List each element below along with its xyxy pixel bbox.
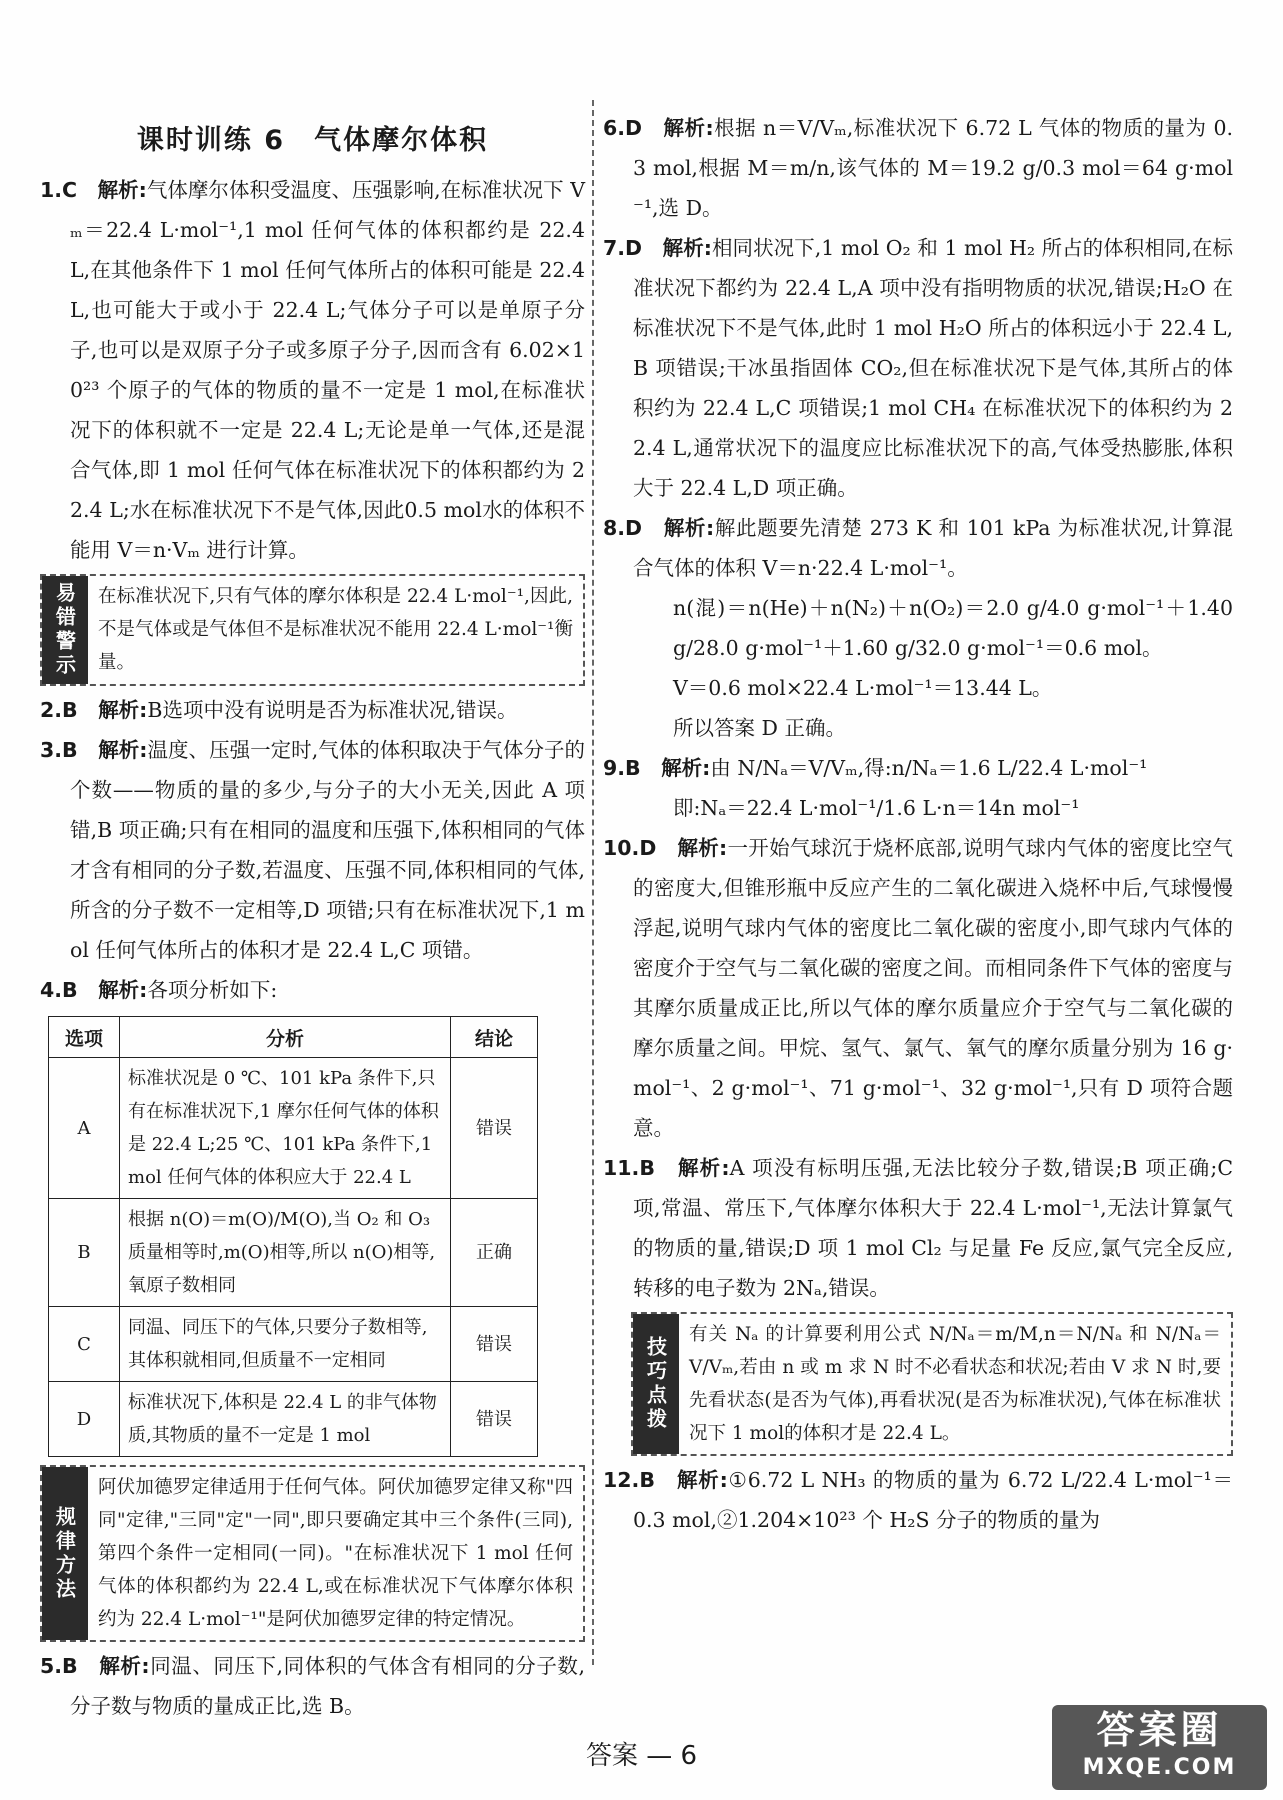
tip-text: 在标准状况下,只有气体的摩尔体积是 22.4 L·mol⁻¹,因此,不是气体或是气体但不是标准状况不能用 22.4 L·mol⁻¹衡量。 <box>98 586 573 673</box>
question-12 <box>603 1460 1233 1540</box>
table-row <box>49 1058 538 1199</box>
table-cell: 正确 <box>451 1199 538 1307</box>
answer-text: A 项没有标明压强,无法比较分子数,错误;B 项正确;C 项,常温、常压下,气体摩尔体积大于 22.4 L·mol⁻¹,无法计算氯气的物质的量,错误;D 项 1 mol Cl₂ 与足量 Fe 反应,氯气完全反应,转移的电子数为 2Nₐ,错误。 <box>633 1156 1234 1300</box>
question-9 <box>603 748 1233 788</box>
question-number: 5.B <box>40 1654 78 1678</box>
page-footer: 答案 — 6 <box>585 1741 698 1771</box>
table-header: 结论 <box>451 1017 538 1058</box>
question-5 <box>40 1646 585 1726</box>
table-cell: 错误 <box>451 1058 538 1199</box>
analysis-tag: 解析: <box>663 116 714 140</box>
left-column <box>40 0 585 1726</box>
watermark-text: 答案圈 <box>1096 1708 1223 1752</box>
answer-text: 同温、同压下,同体积的气体含有相同的分子数,分子数与物质的量成正比,选 B。 <box>70 1654 585 1718</box>
tip-label: 规律方法 <box>42 1467 88 1640</box>
answer-text: 由 N/Nₐ＝V/Vₘ,得:n/Nₐ＝1.6 L/22.4 L·mol⁻¹ <box>710 756 1148 780</box>
tip-box-method <box>40 1465 585 1642</box>
tip-box-skills <box>631 1312 1233 1456</box>
analysis-tag: 解析: <box>98 978 148 1002</box>
table-cell: 标准状况是 0 ℃、101 kPa 条件下,只有在标准状况下,1 摩尔任何气体的体积是 22.4 L;25 ℃、101 kPa 条件下,1 mol 任何气体的体积应大于 22.4 L <box>120 1058 451 1199</box>
column-divider <box>592 100 594 1665</box>
question-10 <box>603 828 1233 1148</box>
tip-label: 易错警示 <box>42 576 88 684</box>
question-4 <box>40 970 585 1010</box>
question-1 <box>40 170 585 570</box>
analysis-tag: 解析: <box>663 516 715 540</box>
answer-text: B选项中没有说明是否为标准状况,错误。 <box>147 698 518 722</box>
answer-text: 温度、压强一定时,气体的体积取决于气体分子的个数——物质的量的多少,与分子的大小无关,因此 A 项错,B 项正确;只有在相同的温度和压强下,体积相同的气体才含有相同的分子数,若温度、压强不同,体积相同的气体,所含的分子数不一定相等,D 项错;只有在标准状况下,1 mol 任何气体所占的体积才是 22.4 L,C 项错。 <box>70 738 586 962</box>
question-number: 11.B <box>603 1156 655 1180</box>
table-cell: B <box>49 1199 120 1307</box>
question-8 <box>603 508 1233 588</box>
analysis-tag: 解析: <box>97 178 147 202</box>
answer-text: 根据 n＝V/Vₘ,标准状况下 6.72 L 气体的物质的量为 0.3 mol,根据 M＝m/n,该气体的 M＝19.2 g/0.3 mol＝64 g·mol⁻¹,选 D。 <box>633 116 1234 220</box>
tip-text: 阿伏加德罗定律适用于任何气体。阿伏加德罗定律又称"四同"定律,"三同"定"一同",即只要确定其中三个条件(三同),第四个条件一定相同(一同)。"在标准状况下 1 mol 任何气体的体积都约为 22.4 L,或在标准状况下气体摩尔体积约为 22.4 L·mol⁻¹"是阿伏加德罗定律的特定情况。 <box>98 1477 573 1630</box>
question-number: 4.B <box>40 978 78 1002</box>
analysis-tag: 解析: <box>98 698 148 722</box>
watermark-url: MXQE.COM <box>1082 1755 1237 1780</box>
answer-text: 相同状况下,1 mol O₂ 和 1 mol H₂ 所占的体积相同,在标准状况下都约为 22.4 L,A 项中没有指明物质的状况,错误;H₂O 在标准状况下不是气体,此时 1 mol H₂O 所占的体积远小于 22.4 L,B 项错误;干冰虽指固体 CO₂,但在标准状况下是气体,其所占的体积约为 22.4 L,C 项错误;1 mol CH₄ 在标准状况下的体积约为 22.4 L,通常状况下的温度应比标准状况下的高,气体受热膨胀,体积大于 22.4 L,D 项正确。 <box>633 236 1234 500</box>
question-2 <box>40 690 585 730</box>
analysis-table <box>48 1016 538 1457</box>
tip-box-errors <box>40 574 585 686</box>
table-cell: 错误 <box>451 1307 538 1382</box>
answer-text: ①6.72 L NH₃ 的物质的量为 6.72 L/22.4 L·mol⁻¹＝0.3 mol,②1.204×10²³ 个 H₂S 分子的物质的量为 <box>633 1468 1234 1532</box>
question-number: 12.B <box>603 1468 655 1492</box>
analysis-tag: 解析: <box>662 236 712 260</box>
tip-text: 有关 Nₐ 的计算要利用公式 N/Nₐ＝m/M,n＝N/Nₐ 和 N/Nₐ＝V/Vₘ,若由 n 或 m 求 N 时不必看状态和状况;若由 V 求 N 时,要先看状态(是否为气体),再看状况(是否为标准状况),气体在标准状况下 1 mol的体积才是 22.4 L。 <box>689 1324 1221 1444</box>
question-3 <box>40 730 585 970</box>
equation: n(混)＝n(He)＋n(N₂)＋n(O₂)＝2.0 g/4.0 g·mol⁻¹＋1.40 g/28.0 g·mol⁻¹＋1.60 g/32.0 g·mol⁻¹＝0.6 mol。 <box>673 596 1233 660</box>
answer-text: 各项分析如下: <box>147 978 278 1002</box>
table-header: 分析 <box>120 1017 451 1058</box>
table-cell: A <box>49 1058 120 1199</box>
analysis-tag: 解析: <box>98 738 148 762</box>
question-7 <box>603 228 1233 508</box>
table-cell: 同温、同压下的气体,只要分子数相等,其体积就相同,但质量不一定相同 <box>120 1307 451 1382</box>
table-row <box>49 1307 538 1382</box>
answer-text: 一开始气球沉于烧杯底部,说明气球内气体的密度比空气的密度大,但锥形瓶中反应产生的二氧化碳进入烧杯中后,气球慢慢浮起,说明气球内气体的密度比二氧化碳的密度小,即气球内气体的密度介于空气与二氧化碳的密度之间。而相同条件下气体的密度与其摩尔质量成正比,所以气体的摩尔质量应介于空气与二氧化碳的摩尔质量之间。甲烷、氢气、氯气、氧气的摩尔质量分别为 16 g·mol⁻¹、2 g·mol⁻¹、71 g·mol⁻¹、32 g·mol⁻¹,只有 D 项符合题意。 <box>633 836 1234 1140</box>
answer-text: 气体摩尔体积受温度、压强影响,在标准状况下 Vₘ＝22.4 L·mol⁻¹,1 mol 任何气体的体积都约是 22.4 L,在其他条件下 1 mol 任何气体所占的体积可能是 22.4 L,也可能大于或小于 22.4 L;气体分子可以是单原子分子,也可以是双原子分子或多原子分子,因而含有 6.02×10²³ 个原子的气体的物质的量不一定是 1 mol,在标准状况下的体积就不一定是 22.4 L;无论是单一气体,还是混合气体,即 1 mol 任何气体在标准状况下的体积都约为 22.4 L;水在标准状况下不是气体,因此0.5 mol水的体积不能用 V＝n·Vₘ 进行计算。 <box>70 178 586 562</box>
analysis-tag: 解析: <box>677 1156 730 1180</box>
table-cell: C <box>49 1307 120 1382</box>
tip-label: 技巧点拨 <box>633 1314 679 1454</box>
analysis-tag: 解析: <box>661 756 711 780</box>
question-number: 6.D <box>603 116 643 140</box>
question-number: 10.D <box>603 836 657 860</box>
answer-text: 解此题要先清楚 273 K 和 101 kPa 为标准状况,计算混合气体的体积 V＝n·22.4 L·mol⁻¹。 <box>633 516 1234 580</box>
equation: 所以答案 D 正确。 <box>673 716 846 740</box>
table-cell: 错误 <box>451 1382 538 1457</box>
question-number: 2.B <box>40 698 78 722</box>
table-cell: D <box>49 1382 120 1457</box>
question-number: 1.C <box>40 178 78 202</box>
analysis-tag: 解析: <box>677 1468 728 1492</box>
analysis-tag: 解析: <box>677 836 728 860</box>
question-number: 7.D <box>603 236 643 260</box>
equation: 即:Nₐ＝22.4 L·mol⁻¹/1.6 L·n＝14n mol⁻¹ <box>673 796 1080 820</box>
right-column <box>603 0 1233 1540</box>
table-cell: 根据 n(O)＝m(O)/M(O),当 O₂ 和 O₃ 质量相等时,m(O)相等,所以 n(O)相等,氧原子数相同 <box>120 1199 451 1307</box>
table-row <box>49 1382 538 1457</box>
question-6 <box>603 108 1233 228</box>
watermark-logo <box>1052 1705 1267 1790</box>
table-row <box>49 1199 538 1307</box>
table-cell: 标准状况下,体积是 22.4 L 的非气体物质,其物质的量不一定是 1 mol <box>120 1382 451 1457</box>
table-header: 选项 <box>49 1017 120 1058</box>
equation: V＝0.6 mol×22.4 L·mol⁻¹＝13.44 L。 <box>673 676 1053 700</box>
analysis-tag: 解析: <box>99 1654 150 1678</box>
question-number: 9.B <box>603 756 641 780</box>
question-11 <box>603 1148 1233 1308</box>
table-header-row <box>49 1017 538 1058</box>
question-number: 8.D <box>603 516 643 540</box>
question-number: 3.B <box>40 738 78 762</box>
page-title: 课时训练 6 气体摩尔体积 <box>136 125 489 156</box>
